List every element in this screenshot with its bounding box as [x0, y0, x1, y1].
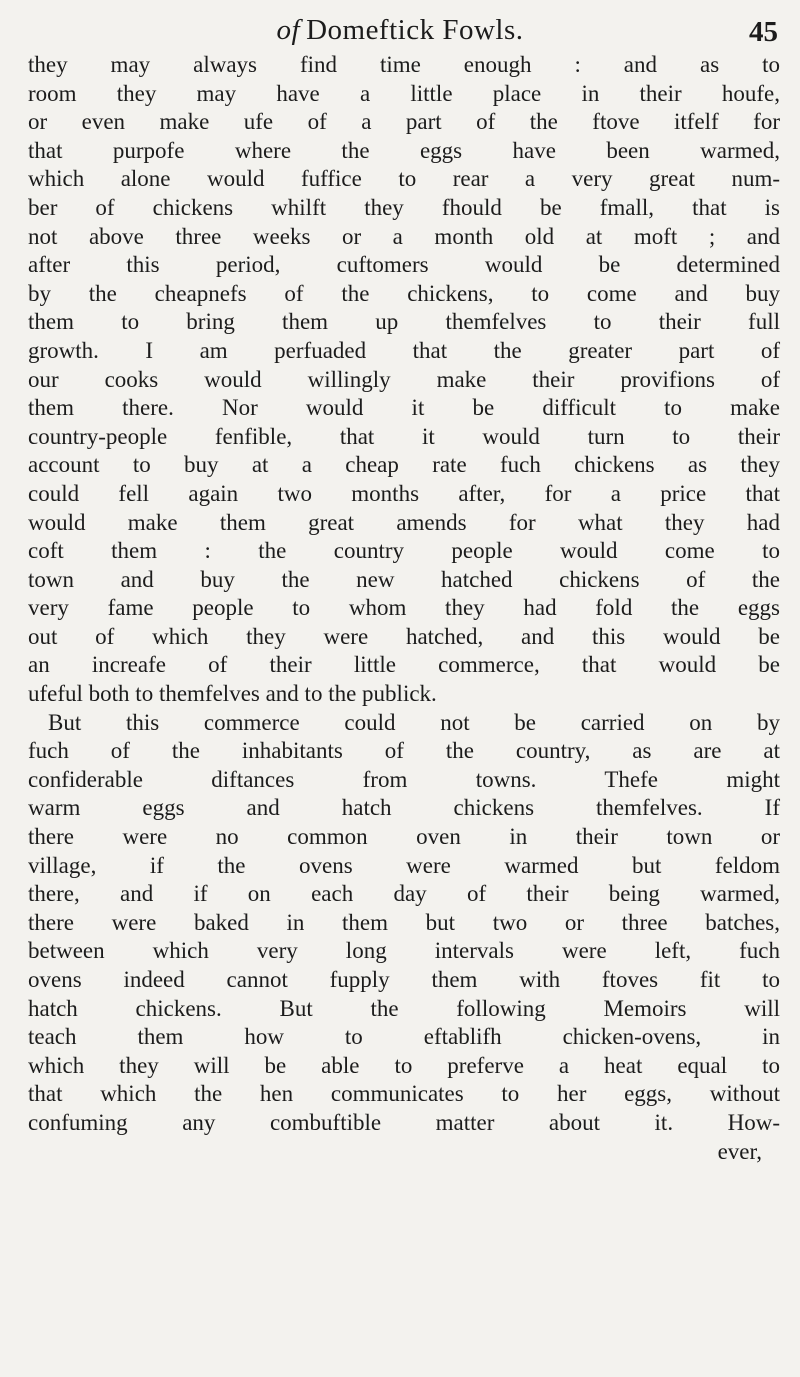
- text-line: between which very long intervals were left, fuch: [28, 938, 780, 964]
- text-line: them there. Nor would it be difficult to make: [28, 395, 780, 421]
- text-line: would make them great amends for what they had: [28, 509, 780, 535]
- text-line: teach them how to eftablifh chicken-ovens, in: [28, 1024, 780, 1050]
- text-line: they may always find time enough : and as to: [28, 52, 780, 77]
- running-head-title: Domeftick Fowls.: [306, 14, 524, 46]
- text-line: confiderable diftances from towns. Thefe might: [28, 766, 780, 792]
- body-text: [28, 51, 780, 1166]
- text-line: growth. I am perfuaded that the greater part of: [28, 337, 780, 363]
- text-line: ovens indeed cannot fupply them with ftoves fit to: [28, 967, 780, 992]
- text-line: ber of chickens whilft they fhould be fmall, that is: [28, 194, 780, 220]
- text-line: could fell again two months after, for a price that: [28, 480, 780, 506]
- text-line: out of which they were hatched, and this would be: [28, 623, 780, 649]
- text-line: confuming any combuftible matter about it. How-: [28, 1109, 780, 1135]
- text-line: which alone would fuffice to rear a very great num-: [28, 166, 780, 192]
- running-head-of: of: [276, 14, 301, 46]
- text-line: ufeful both to themfelves and to the publick.: [28, 681, 437, 707]
- text-line: fuch of the inhabitants of the country, as are at: [28, 738, 780, 764]
- text-line: after this period, cuftomers would be determined: [28, 252, 780, 278]
- text-line: But this commerce could not be carried on by: [48, 709, 780, 735]
- text-line: an increafe of their little commerce, that would be: [28, 652, 780, 678]
- text-line: warm eggs and hatch chickens themfelves. If: [28, 795, 780, 821]
- text-line: there were baked in them but two or three batches,: [28, 909, 780, 935]
- text-line: or even make ufe of a part of the ftove itfelf for: [28, 109, 780, 135]
- page-header: [0, 10, 800, 50]
- text-line: hatch chickens. But the following Memoirs will: [28, 995, 780, 1021]
- text-line: village, if the ovens were warmed but feldom: [28, 852, 780, 878]
- text-line: our cooks would willingly make their provifions of: [28, 366, 780, 392]
- page-number: 45: [749, 16, 778, 48]
- text-line: account to buy at a cheap rate fuch chickens as they: [28, 452, 780, 478]
- text-line: country-people fenfible, that it would turn to their: [28, 423, 780, 449]
- text-line: there were no common oven in their town or: [28, 824, 780, 850]
- text-line: not above three weeks or a month old at moft ; and: [28, 223, 780, 249]
- text-line: them to bring them up themfelves to their full: [28, 309, 780, 335]
- text-line: ever,: [717, 1138, 762, 1164]
- text-line: coft them : the country people would come to: [28, 538, 780, 564]
- running-head: [0, 14, 800, 47]
- text-line: that which the hen communicates to her eggs, without: [28, 1081, 780, 1107]
- text-line: which they will be able to preferve a heat equal to: [28, 1052, 780, 1078]
- text-line: very fame people to whom they had fold the eggs: [28, 595, 780, 621]
- text-line: that purpofe where the eggs have been warmed,: [28, 137, 780, 163]
- text-line: town and buy the new hatched chickens of the: [28, 566, 780, 592]
- text-line: room they may have a little place in their houfe,: [28, 80, 780, 106]
- text-line: by the cheapnefs of the chickens, to come and buy: [28, 280, 780, 306]
- text-line: there, and if on each day of their being warmed,: [28, 881, 780, 907]
